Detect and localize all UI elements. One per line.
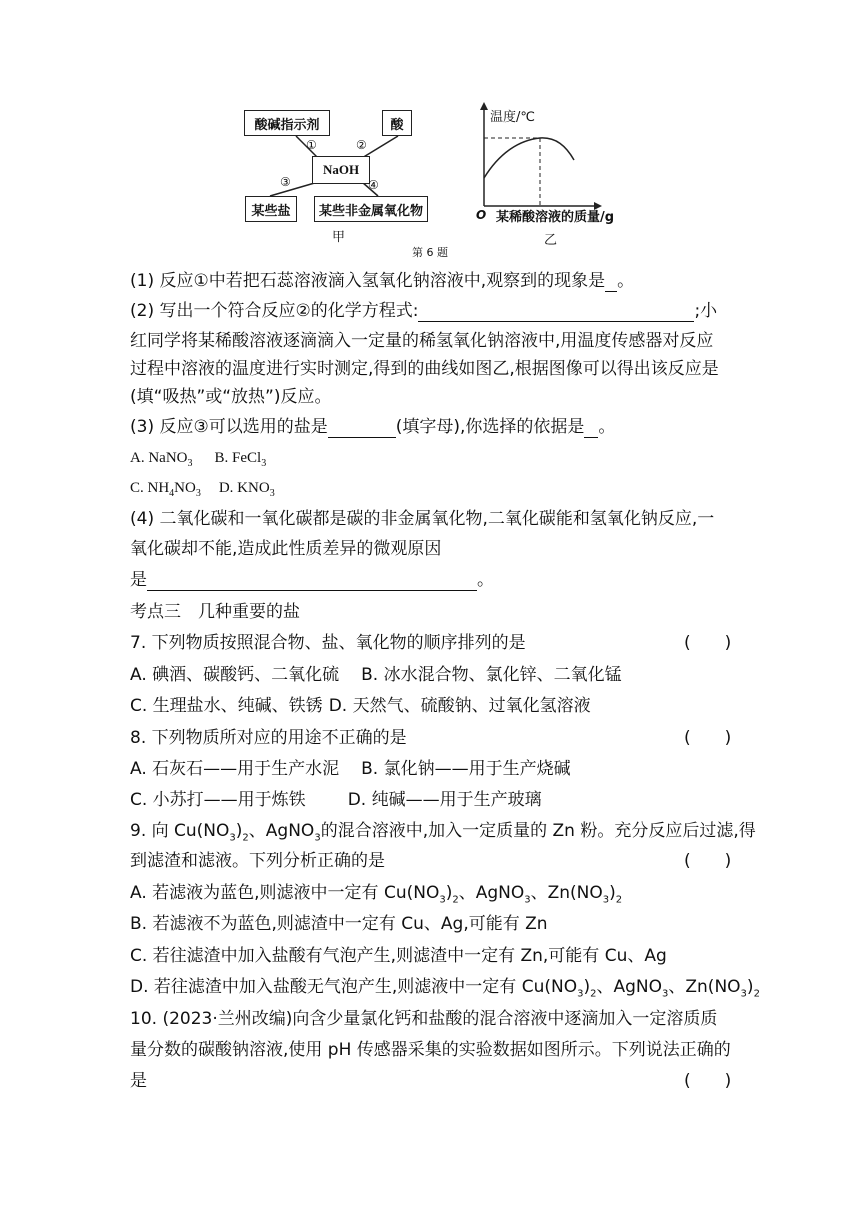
q6-part1: (1) 反应①中若把石蕊溶液滴入氢氧化钠溶液中,观察到的现象是 。 [130,271,635,291]
q6-part2b: 红同学将某稀酸溶液逐滴滴入一定量的稀氢氧化钠溶液中,用温度传感器对反应 [130,331,714,351]
q10-stem-2: 量分数的碳酸钠溶液,使用 pH 传感器采集的实验数据如图所示。下列说法正确的 [130,1040,731,1060]
q10-stem-3: 是 [130,1071,147,1091]
label-1: ① [306,138,317,152]
answer-paren[interactable]: ( ) [684,851,732,871]
section-heading: 考点三 几种重要的盐 [130,602,300,622]
caption-yi: 乙 [544,233,558,248]
q9-option-d: D. 若往滤渣中加入盐酸无气泡产生,则滤液中一定有 $Cu(NO_3)_2$、AgNO$_3$、$Zn(NO_3)_2$ [130,977,760,1000]
answer-paren[interactable]: ( ) [684,633,732,653]
yi-xlabel: 某稀酸溶液的质量/g [496,210,615,225]
q6-part2a: (2) 写出一个符合反应②的化学方程式: ;小 [130,301,718,321]
label-4: ④ [368,178,379,192]
q8-options-cd: C. 小苏打——用于炼铁 D. 纯碱——用于生产玻璃 [130,790,542,810]
q9-option-a: A. 若滤液为蓝色,则滤液中一定有 $Cu(NO_3)_2$、AgNO$_3$、$Zn(NO_3)_2$ [130,883,623,906]
yi-ylabel: 温度/℃ [490,110,535,125]
q7-options-cd: C. 生理盐水、纯碱、铁锈 D. 天然气、硫酸钠、过氧化氢溶液 [130,696,591,716]
figure-yi-graph [0,0,860,270]
label-2: ② [356,138,367,152]
box-naoh: NaOH [312,156,370,184]
q8-stem: 8. 下列物质所对应的用途不正确的是 [130,728,407,748]
answer-blank[interactable] [605,273,617,292]
answer-blank[interactable] [328,419,396,438]
q6-part2d: (填“吸热”或“放热”)反应。 [130,387,332,407]
answer-paren[interactable]: ( ) [684,1071,732,1091]
yi-origin: O [476,208,487,222]
answer-blank[interactable] [147,572,477,591]
q9-stem-2: 到滤渣和滤液。下列分析正确的是 [130,851,385,871]
q6-part2c: 过程中溶液的温度进行实时测定,得到的曲线如图乙,根据图像可以得出该反应是 [130,359,719,379]
box-salt: 某些盐 [245,196,297,222]
q9-option-c: C. 若往滤渣中加入盐酸有气泡产生,则滤渣中一定有 Zn,可能有 Cu、Ag [130,946,667,966]
box-indicator: 酸碱指示剂 [244,110,330,136]
q6-part4a: (4) 二氧化碳和一氧化碳都是碳的非金属氧化物,二氧化碳能和氢氧化钠反应,一 [130,509,715,529]
q6-part4b: 氧化碳却不能,造成此性质差异的微观原因 [130,539,442,559]
box-oxide: 某些非金属氧化物 [314,196,428,222]
q9-option-b: B. 若滤液不为蓝色,则滤渣中一定有 Cu、Ag,可能有 Zn [130,914,548,934]
q7-stem: 7. 下列物质按照混合物、盐、氧化物的顺序排列的是 [130,633,526,653]
box-acid: 酸 [382,110,412,136]
answer-blank[interactable] [418,303,694,322]
caption-jia: 甲 [332,230,346,245]
q6-part4c: 是 。 [130,570,494,590]
q6-options-ab: A. NaNO$_3$ B. FeCl$_3$ [130,450,267,469]
q9-stem-1: 9. 向 $Cu(NO_3)_2$、AgNO$_3$的混合溶液中,加入一定质量的 Zn 粉。充分反应后过滤,得 [130,821,756,844]
label-3: ③ [280,175,291,189]
q6-options-cd: C. $NH_4NO_3$ D. $KNO_3$ [130,480,275,499]
answer-paren[interactable]: ( ) [684,728,732,748]
q7-options-ab: A. 碘酒、碳酸钙、二氧化硫 B. 冰水混合物、氯化锌、二氧化锰 [130,665,622,685]
q6-part3: (3) 反应③可以选用的盐是 (填字母),你选择的依据是 。 [130,417,616,437]
q8-options-ab: A. 石灰石——用于生产水泥 B. 氯化钠——用于生产烧碱 [130,759,571,779]
q10-stem-1: 10. (2023·兰州改编)向含少量氯化钙和盐酸的混合溶液中逐滴加入一定溶质质 [130,1009,718,1029]
answer-blank[interactable] [584,419,598,438]
figure-title: 第 6 题 [412,246,448,259]
